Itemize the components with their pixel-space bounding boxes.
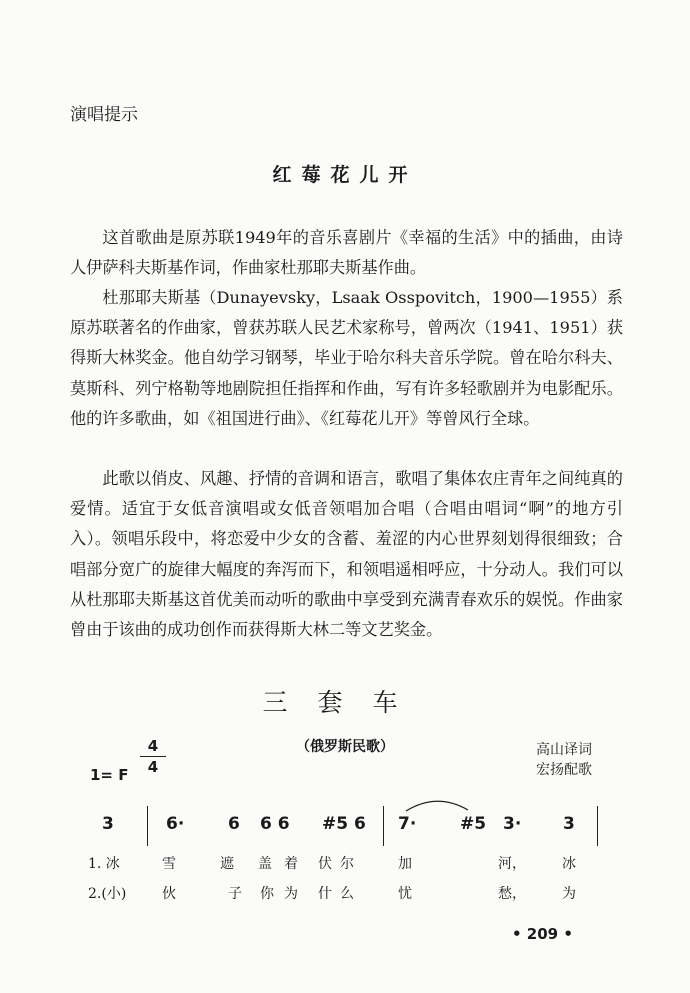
paragraph-intro: 这首歌曲是原苏联1949年的音乐喜剧片《幸福的生活》中的插曲，由诗人伊萨科夫斯基作词，作曲家杜那耶夫斯基作曲。 (70, 228, 623, 278)
lyric-word: 什 (318, 886, 332, 902)
note: #5 6 (322, 814, 366, 834)
note: 6 (228, 814, 240, 834)
lyric-word: 伙 (162, 886, 176, 902)
note: 3 (563, 814, 575, 834)
lyric-word: 着 (284, 856, 298, 872)
lyric-word: 河， (498, 856, 526, 872)
note: 6· (166, 814, 185, 834)
slur-mark (402, 796, 472, 814)
lyric-word: 盖 (258, 856, 272, 872)
song-title: 三套车 (262, 688, 428, 717)
lyric-word: 愁， (498, 886, 526, 902)
lyricist-credit: 高山译词 (536, 742, 592, 758)
arranger-credit: 宏扬配歌 (536, 762, 592, 778)
page-number: • 209 • (512, 925, 573, 943)
article-title: 红莓花儿开 (272, 164, 418, 186)
time-signature (140, 737, 166, 776)
lyric-word: 遮 (220, 856, 234, 872)
lyric-word: 冰 (562, 856, 576, 872)
paragraph-composer-bio: 杜那耶夫斯基（Dunayevsky，Lsaak Osspovitch，1900—1955）系原苏联著名的作曲家，曾获苏联人民艺术家称号，曾两次（1941、1951）获得斯大林奖金。他自幼学习钢琴，毕业于哈尔科夫音乐学院。曾在哈尔科夫、莫斯科、列宁格勒等地剧院担任指挥和作曲，写有许多轻歌剧并为电影配乐。他的许多歌曲，如《祖国进行曲》、《红莓花儿开》等曾风行全球。 (70, 288, 623, 428)
note: 3· (503, 814, 522, 834)
lyric-word: 雪 (162, 856, 176, 872)
lyric-word: 你 (260, 886, 274, 902)
lyric-word: 子 (228, 886, 242, 902)
note: #5 (460, 814, 487, 834)
lyric-word: 尔 (340, 856, 354, 872)
lyric-word: 为 (284, 886, 298, 902)
lyric-word: 忧 (398, 886, 412, 902)
time-signature-top: 4 (147, 737, 159, 755)
section-label: 演唱提示 (70, 105, 138, 125)
lyric-word: 么 (340, 886, 354, 902)
note: 3 (102, 814, 114, 834)
song-subtitle: （俄罗斯民歌） (296, 739, 394, 755)
lyric-word: 2.(小) (88, 886, 127, 902)
barline (147, 806, 148, 846)
barline (383, 806, 384, 846)
lyric-word: 伏 (318, 856, 332, 872)
lyric-word: 1. 冰 (88, 856, 120, 872)
song-credits (536, 740, 592, 780)
barline (597, 806, 598, 846)
lyric-word: 加 (398, 856, 412, 872)
note: 6 6 (260, 814, 290, 834)
key-signature: 1= F (90, 766, 129, 784)
time-signature-line (140, 756, 166, 757)
paragraph-song-analysis: 此歌以俏皮、风趣、抒情的音调和语言，歌唱了集体农庄青年之间纯真的爱情。适宜于女低音演唱或女低音领唱加合唱（合唱由唱词“啊”的地方引入）。领唱乐段中，将恋爱中少女的含蓄、羞涩的内心世界刻划得很细致；合唱部分宽广的旋律大幅度的奔泻而下，和领唱遥相呼应，十分动人。我们可以从杜那耶夫斯基这首优美而动听的歌曲中享受到充满青春欢乐的娱悦。作曲家曾由于该曲的成功创作而获得斯大林二等文艺奖金。 (70, 469, 623, 640)
lyric-word: 为 (562, 886, 576, 902)
note: 7· (398, 814, 417, 834)
time-signature-bottom: 4 (147, 758, 159, 776)
